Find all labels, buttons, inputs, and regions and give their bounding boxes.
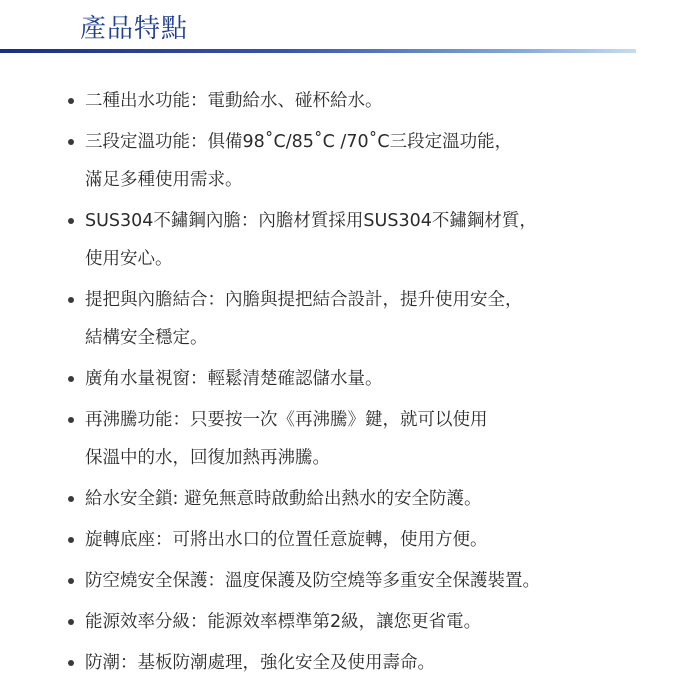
- bullet-icon: [68, 297, 74, 303]
- feature-item: [60, 285, 680, 353]
- bullet-icon: [68, 537, 74, 543]
- feature-text: 廣角水量視窗：輕鬆清楚確認儲水量。: [85, 369, 383, 389]
- feature-text: SUS304不鏽鋼內膽：內膽材質採用SUS304不鏽鋼材質，: [85, 211, 537, 231]
- feature-item: [60, 405, 680, 473]
- page-title: 產品特點: [80, 14, 189, 44]
- bullet-icon: [68, 660, 74, 666]
- feature-item: [60, 364, 680, 394]
- feature-item: [60, 566, 680, 596]
- feature-text: 給水安全鎖: 避免無意時啟動給出熱水的安全防護。: [85, 489, 482, 509]
- feature-text-continued: 結構安全穩定。: [85, 328, 208, 348]
- feature-item: [60, 648, 680, 678]
- bullet-icon: [68, 376, 74, 382]
- feature-text: 再沸騰功能：只要按一次《再沸騰》鍵，就可以使用: [85, 410, 488, 430]
- feature-text: 能源效率分級：能源效率標準第2級，讓您更省電。: [85, 612, 482, 632]
- feature-text-continued: 滿足多種使用需求。: [85, 170, 243, 190]
- bullet-icon: [68, 417, 74, 423]
- title-underline: [0, 49, 636, 53]
- feature-text-continued: 保溫中的水，回復加熱再沸騰。: [85, 448, 330, 468]
- feature-text: 防空燒安全保護：溫度保護及防空燒等多重安全保護裝置。: [85, 571, 540, 591]
- bullet-icon: [68, 98, 74, 104]
- bullet-icon: [68, 578, 74, 584]
- feature-text-continued: 使用安心。: [85, 249, 173, 269]
- feature-text: 提把與內膽結合：內膽與提把結合設計，提升使用安全，: [85, 290, 523, 310]
- section-header: [0, 0, 700, 60]
- feature-text: 旋轉底座：可將出水口的位置任意旋轉，使用方便。: [85, 530, 488, 550]
- bullet-icon: [68, 139, 74, 145]
- feature-item: [60, 525, 680, 555]
- bullet-icon: [68, 218, 74, 224]
- feature-item: [60, 127, 680, 195]
- bullet-icon: [68, 619, 74, 625]
- feature-item: [60, 86, 680, 116]
- feature-text: 二種出水功能：電動給水、碰杯給水。: [85, 91, 383, 111]
- feature-item: [60, 607, 680, 637]
- feature-item: [60, 206, 680, 274]
- feature-item: [60, 484, 680, 514]
- bullet-icon: [68, 496, 74, 502]
- feature-text: 防潮：基板防潮處理，強化安全及使用壽命。: [85, 653, 435, 673]
- feature-list: [60, 86, 680, 689]
- feature-text: 三段定溫功能：俱備98˚C/85˚C /70˚C三段定溫功能，: [85, 132, 513, 152]
